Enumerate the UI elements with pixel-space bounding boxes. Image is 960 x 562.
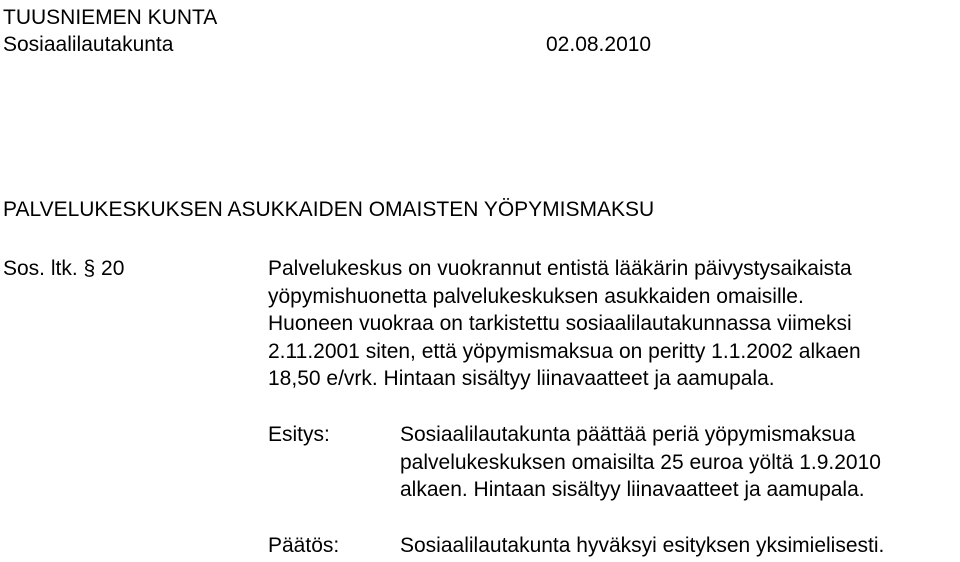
body-line: 2.11.2001 siten, että yöpymismaksua on peritty 1.1.2002 alkaen <box>268 340 861 363</box>
proposal-label: Esitys: <box>268 423 330 446</box>
body-line: Huoneen vuokraa on tarkistettu sosiaalilautakunnassa viimeksi <box>268 312 852 335</box>
meeting-date: 02.08.2010 <box>546 33 652 56</box>
board-name: Sosiaalilautakunta <box>3 33 174 56</box>
organization-name: TUUSNIEMEN KUNTA <box>3 6 218 29</box>
body-line: 18,50 e/vrk. Hintaan sisältyy liinavaatteet ja aamupala. <box>268 367 775 390</box>
document-title: PALVELUKESKUKSEN ASUKKAIDEN OMAISTEN YÖPYMISMAKSU <box>3 198 655 221</box>
decision-text: Sosiaalilautakunta hyväksyi esityksen yksimielisesti. <box>400 534 885 557</box>
section-reference: Sos. ltk. § 20 <box>3 257 125 280</box>
body-line: Palvelukeskus on vuokrannut entistä lääkärin päivystysaikaista <box>268 257 852 280</box>
proposal-line: palvelukeskuksen omaisilta 25 euroa yöltä 1.9.2010 <box>400 451 881 474</box>
proposal-line: Sosiaalilautakunta päättää periä yöpymismaksua <box>400 423 856 446</box>
body-line: yöpymishuonetta palvelukeskuksen asukkaiden omaisille. <box>268 285 804 308</box>
decision-label: Päätös: <box>268 534 340 557</box>
proposal-line: alkaen. Hintaan sisältyy liinavaatteet ja aamupala. <box>400 478 865 501</box>
